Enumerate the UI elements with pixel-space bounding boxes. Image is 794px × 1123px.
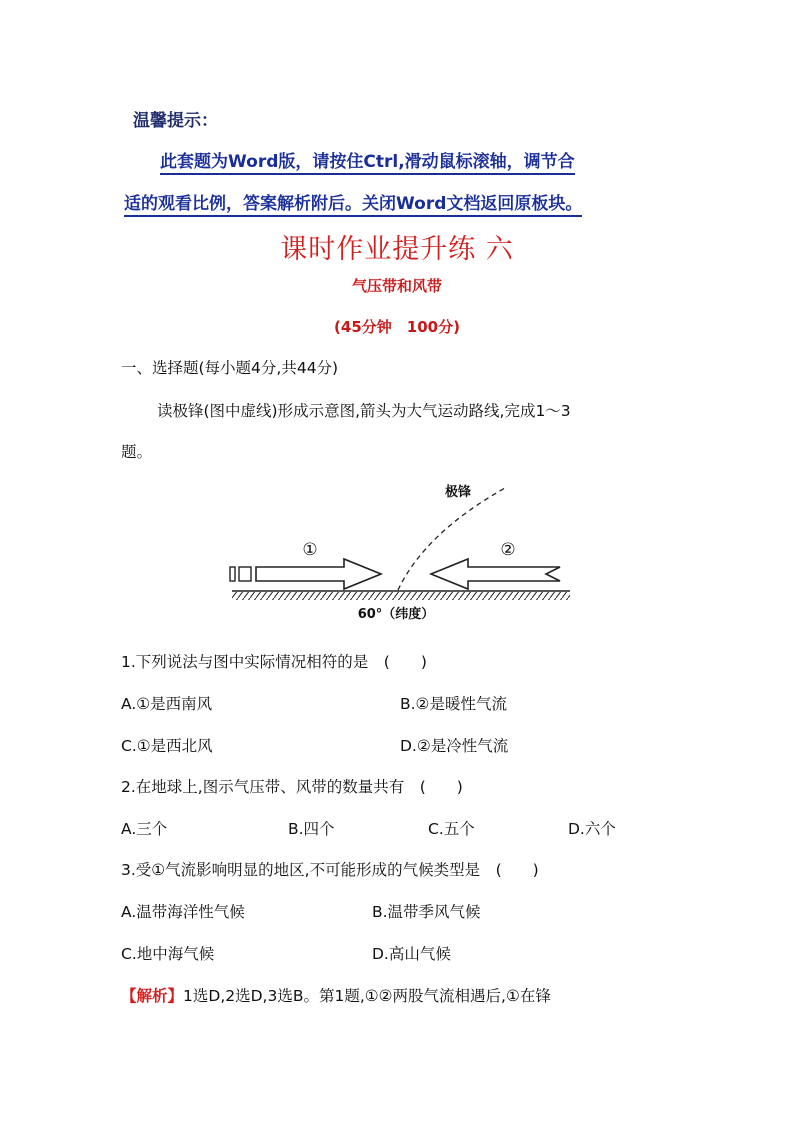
question-3-option-b: B.温带季风气候	[372, 903, 481, 921]
section-heading: 一、选择题(每小题4分,共44分)	[121, 359, 339, 377]
question-1-option-c: C.①是西北风	[121, 737, 213, 755]
analysis-text: 1选D,2选D,3选B。第1题,①②两股气流相遇后,①在锋	[183, 987, 551, 1005]
ground-hatch	[232, 592, 570, 600]
question-2-option-c: C.五个	[428, 820, 475, 838]
question-1-option-d: D.②是冷性气流	[400, 737, 509, 755]
latitude-label: 60°（纬度）	[357, 607, 435, 622]
tip-title: 温馨提示：	[133, 111, 218, 131]
intro-line-2: 题。	[121, 443, 153, 461]
question-3-option-c: C.地中海气候	[121, 945, 215, 963]
arrow-1	[256, 559, 381, 589]
tip-line-2: 适的观看比例，答案解析附后。关闭Word文档返回原板块。	[124, 189, 582, 217]
question-2-option-a: A.三个	[121, 820, 168, 838]
question-1-option-a: A.①是西南风	[121, 695, 213, 713]
arrow-2	[431, 559, 560, 589]
arrow1-tail-block-small	[230, 567, 235, 581]
question-1-stem: 1.下列说法与图中实际情况相符的是 ( )	[121, 653, 427, 671]
question-1-option-b: B.②是暖性气流	[400, 695, 507, 713]
arrow1-label: ①	[302, 540, 318, 560]
question-2-option-b: B.四个	[288, 820, 335, 838]
question-3-stem: 3.受①气流影响明显的地区,不可能形成的气候类型是 ( )	[121, 861, 539, 879]
question-2-stem: 2.在地球上,图示气压带、风带的数量共有 ( )	[121, 778, 463, 796]
page-subtitle: 气压带和风带	[351, 277, 442, 295]
intro-line-1: 读极锋(图中虚线)形成示意图,箭头为大气运动路线,完成1～3	[157, 402, 571, 420]
analysis	[121, 984, 551, 1006]
polar-front-figure	[220, 478, 580, 623]
page-title: 课时作业提升练 六	[280, 234, 514, 265]
question-3-option-a: A.温带海洋性气候	[121, 903, 245, 921]
question-2-option-d: D.六个	[568, 820, 616, 838]
front-label: 极锋	[444, 485, 472, 500]
question-3-option-d: D.高山气候	[372, 945, 451, 963]
arrow1-tail-block	[239, 567, 251, 581]
arrow2-label: ②	[500, 540, 516, 560]
analysis-tag: 【解析】	[121, 987, 184, 1005]
tip-line-1: 此套题为Word版，请按住Ctrl,滑动鼠标滚轴，调节合	[160, 147, 575, 175]
time-score: (45分钟 100分)	[334, 318, 460, 336]
